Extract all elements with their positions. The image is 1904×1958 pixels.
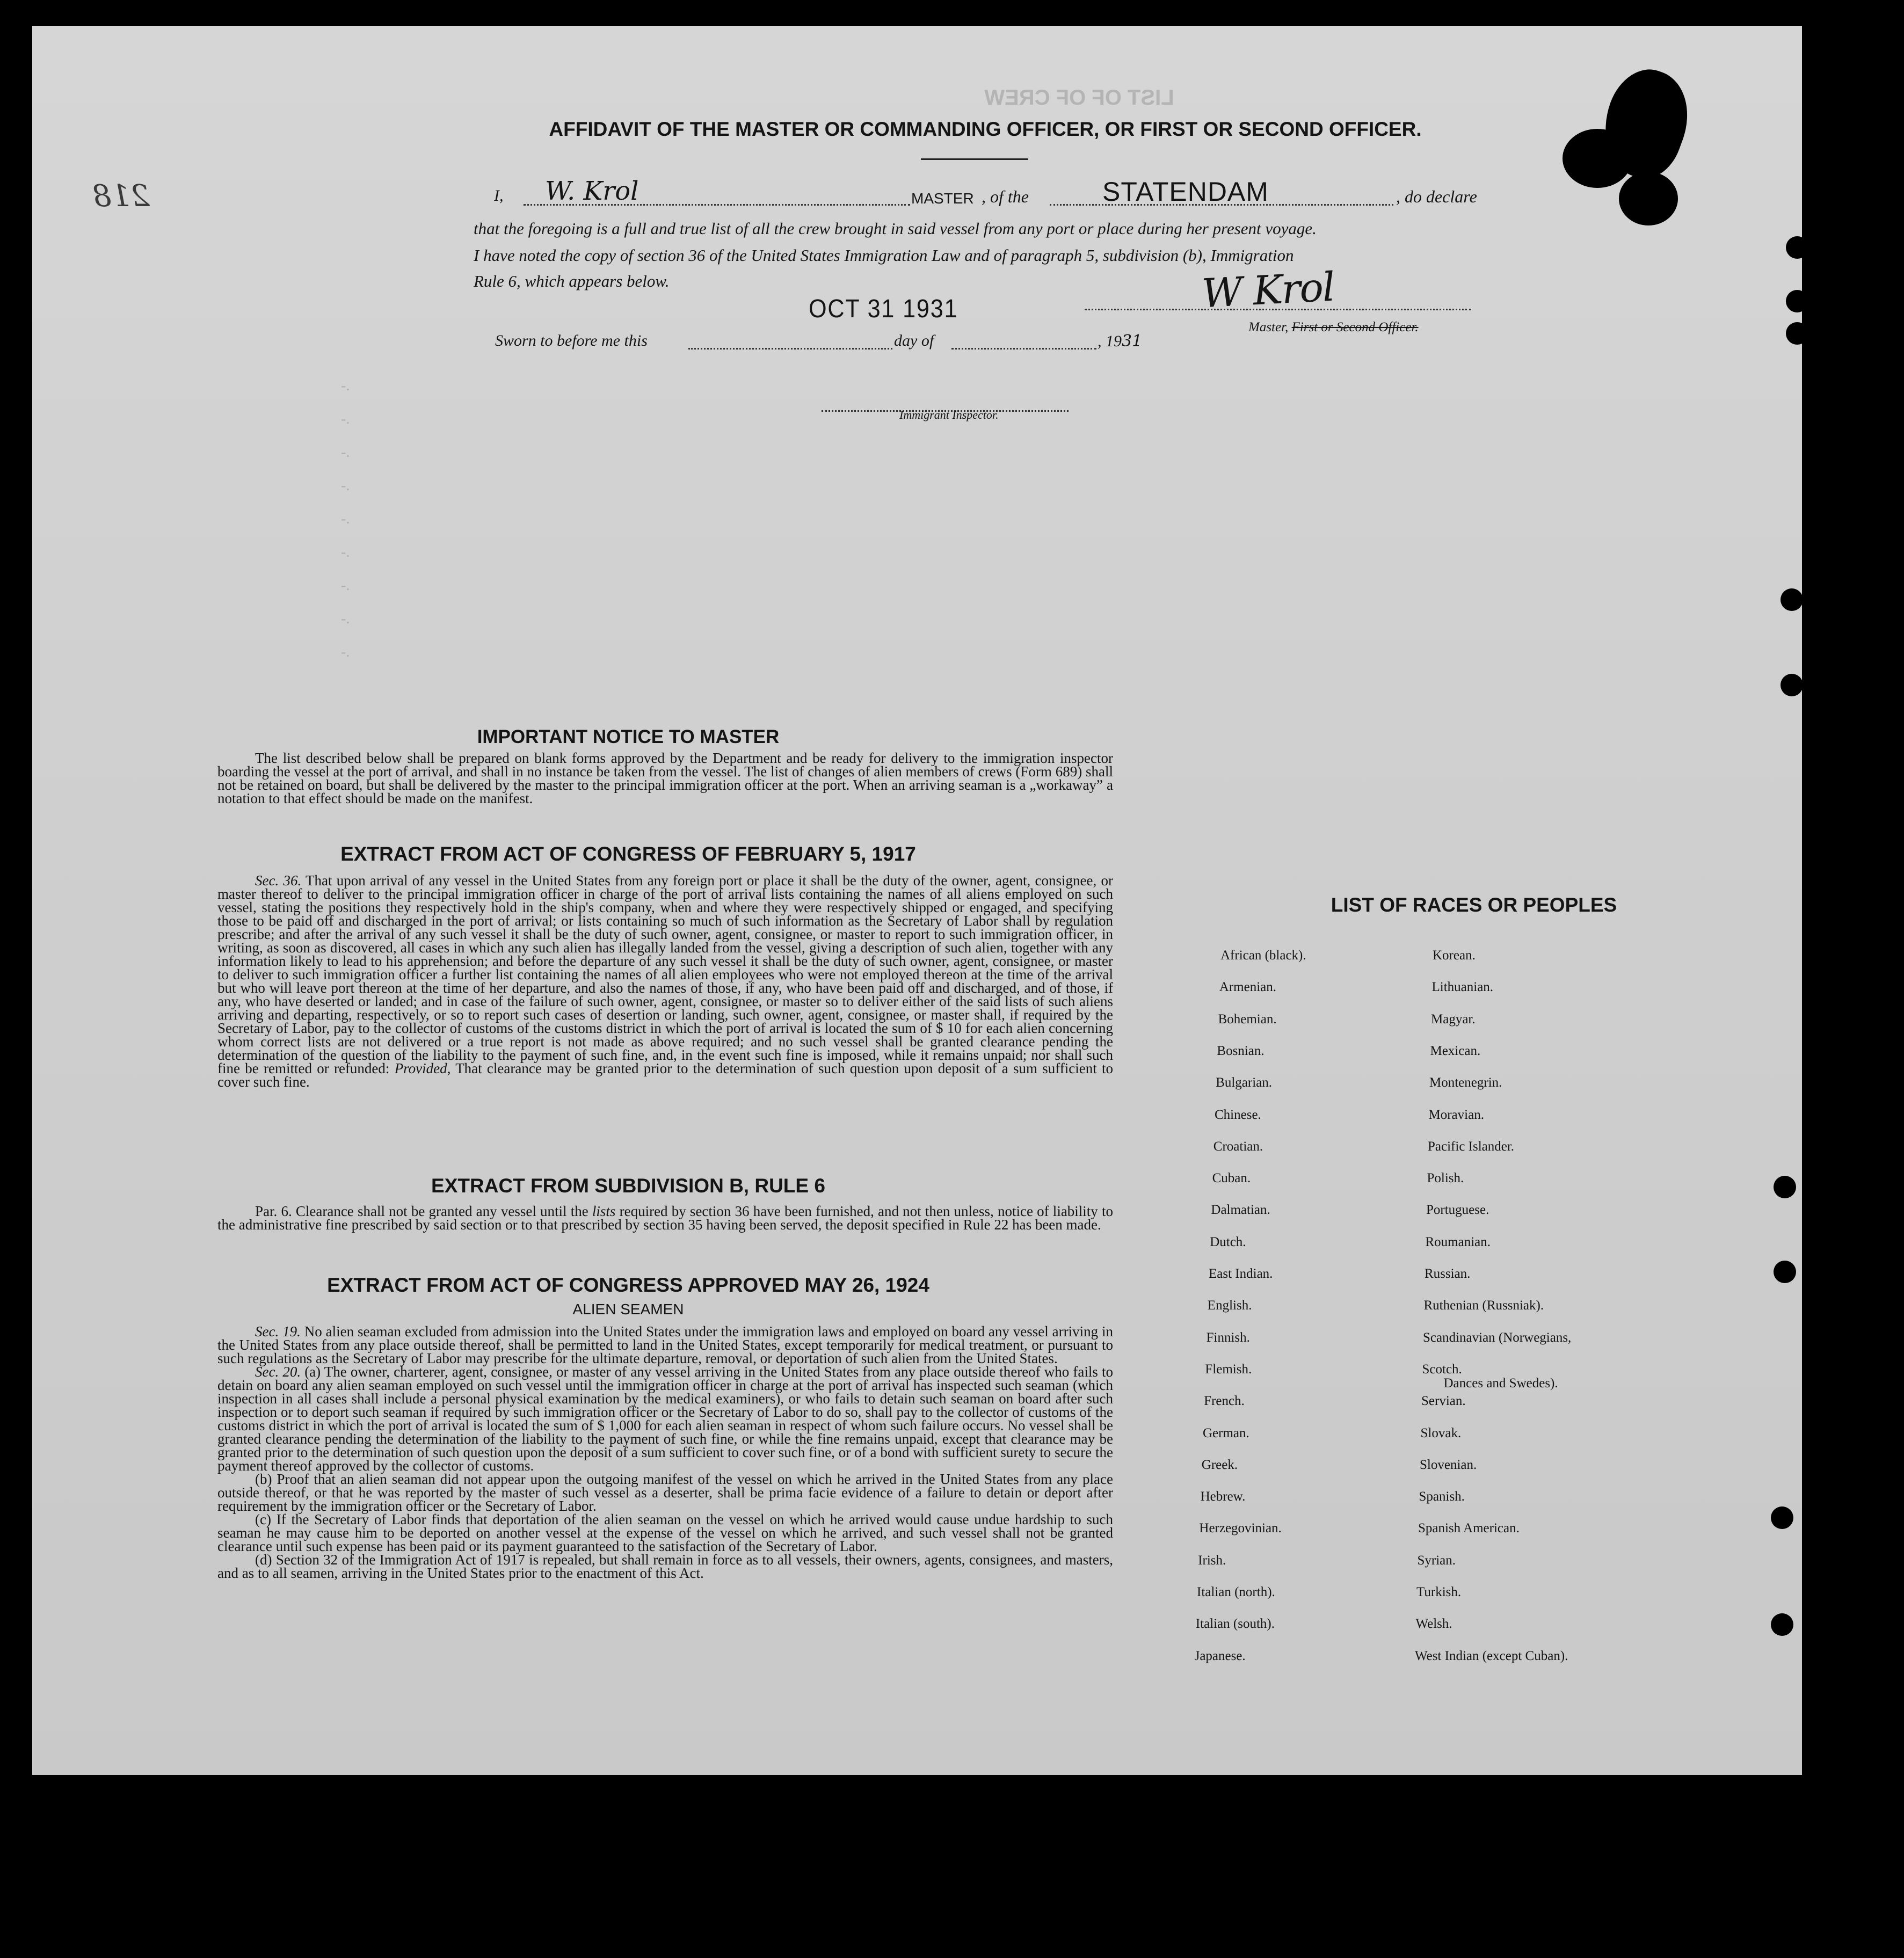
document-page [32,26,1802,1775]
punch-hole-6 [1774,1176,1796,1198]
race-right-item: Russian. [1425,1266,1471,1281]
sec-20a-body: (a) The owner, charterer, agent, consignee, or master of any vessel arriving in the United States from any place outside thereof who fails to detain on board any alien seaman employed on such vessel until the immigration officer in charge at the port of arrival has inspected such seaman (which inspection in all cases shall include a personal physical examination by the medical examiners), or who fails to detain such seaman on board after such inspection or to deport such seaman if required by such immigration officer or the Secretary of Labor to do so, shall pay to the collector of customs of the customs district in which the port of arrival is located the sum of $ 1,000 for each alien seaman in respect of whom such failure occurs. No vessel shall be granted clearance pending the determination of the liability to the payment of such fine, or while the fine remains unpaid, except that clearance may be granted prior to the determination of such question upon the deposit of a sum sufficient to cover such fine, or of a bond with sufficient surety to secure the payment thereof approved by the collector of customs. [217,1364,1113,1474]
i-label: I, [494,187,504,205]
punch-hole-2 [1786,290,1808,312]
signature-line [1085,309,1471,310]
extract-1924-heading: EXTRACT FROM ACT OF CONGRESS APPROVED MAY 26, 1924 [327,1274,929,1296]
punch-hole-3 [1786,322,1808,345]
inspector-label: Immigrant Inspector. [899,408,999,421]
sec-36-body: That upon arrival of any vessel in the United States from any foreign port or place it shall be the duty of the owner, agent, consignee, or master thereof to deliver to the principal immigration officer in charge of the port of arrival lists containing the names of all aliens employed on such vessel, stating the positions they respectively hold in the ship's company, when and where they were respectively shipped or engaged, and specifying those to be paid off and discharged in the port of arrival; or lists containing so much of such information as the Secretary of Labor shall by regulation prescribe; and after the arrival of any such vessel it shall be the duty of such owner, agent, consignee, or master to report to such immigration officer, in writing, as soon as discovered, all cases in which any such alien has illegally landed from the vessel, giving a description of such alien, together with any information likely to lead to his apprehension; and before the departure of any such vessel it shall be the duty of such owner, agent, consignee, or master to deliver to such immigration officer a further list containing the names of all alien employees who were not employed thereon at the time of the arrival but who will leave port thereon at the time of her departure, and also the names of those, if any, who have been paid off and discharged, and of those, if any, who have deserted or landed; and in case of the failure of such owner, agent, consignee, or master so to deliver either of the said lists of such aliens arriving and departing, respectively, or so to report such cases of desertion or landing, such owner, agent, consignee, or master shall, if required by the Secretary of Labor, pay to the collector of customs of the customs district in which the port of arrival is located the sum of $ 10 for each alien concerning whom correct lists are not delivered or a true report is not made as above required; and no such vessel shall be granted clearance pending the determination of the question of the liability to the payment of such fine, and, in the event such fine is imposed, while it remains unpaid; nor shall such fine be remitted or refunded: [217,872,1113,1076]
sec-20d-paragraph: (d) Section 32 of the Immigration Act of 1917 is repealed, but shall remain in force as to all vessels, their owners, agents, consignees, and masters, and as to all seamen, arriving in the United States prior to the enactment of this Act. [217,1552,1113,1581]
extract-rule6-text [217,1205,1113,1232]
vessel-name-field [1050,176,1393,206]
torn-corner-top-right-2 [1563,129,1632,188]
race-left-item: German. [1203,1425,1249,1440]
sec-36-end: That clearance may be granted prior to the determination of such question upon deposit of a sum sufficient to cover such fine. [217,1060,1114,1090]
ghost-marks: -. -. -. -. -. -. -. -. -. [341,377,350,660]
declaration-line-2: I have noted the copy of section 36 of the United States Immigration Law and of paragraph 5, subdivision (b), Immigration [474,246,1294,265]
race-left-item: French. [1204,1394,1245,1409]
race-right-item: Portuguese. [1426,1203,1489,1218]
rule6-text-a: Par. 6. Clearance shall not be granted any vessel until the [255,1203,588,1219]
race-left-item: Croatian. [1213,1139,1263,1154]
year-label [1098,332,1142,351]
sworn-day-field [688,326,892,350]
race-right-item: Slovenian. [1420,1457,1477,1472]
signer-title-struck: First or Second Officer. [1291,320,1419,334]
race-right-item: Ruthenian (Russniak). [1423,1298,1544,1313]
extract-1917-heading: EXTRACT FROM ACT OF CONGRESS OF FEBRUARY 5, 1917 [340,843,916,865]
extract-1917-text [217,874,1113,1089]
punch-hole-7 [1774,1261,1796,1283]
master-name-field [524,176,910,206]
race-right-item: Lithuanian. [1431,980,1494,995]
race-right-item: Welsh. [1415,1617,1452,1632]
sworn-label: Sworn to before me this [495,332,648,350]
sec-20c-paragraph: (c) If the Secretary of Labor finds that deportation of the alien seaman on the vessel on which he arrived would cause undue hardship to such seaman he may cause him to be deported on another vessel at the expense of the vessel on which he arrived, and such vessel shall not be granted clearance until such expense has been paid or its payment guaranteed to the satisfaction of the Secretary of Labor. [217,1511,1113,1554]
race-left-item: Italian (north). [1197,1585,1275,1599]
declaration-line-3: Rule 6, which appears below. [474,272,670,290]
date-stamp: OCT 31 1931 [809,295,958,323]
race-left-item: Finnish. [1206,1330,1250,1345]
important-notice-heading: IMPORTANT NOTICE TO MASTER [477,726,780,747]
torn-corner-top-right-3 [1619,172,1678,225]
race-right-item: Moravian. [1428,1107,1484,1122]
race-right-item: West Indian (except Cuban). [1415,1648,1568,1663]
race-left-item: Cuban. [1212,1171,1251,1186]
race-right-item: Turkish. [1416,1585,1462,1599]
punch-hole-5 [1781,674,1803,696]
race-right-item: Polish. [1427,1171,1464,1186]
punch-hole-9 [1771,1613,1793,1636]
affidavit-heading: AFFIDAVIT OF THE MASTER OR COMMANDING OFFICER, OR FIRST OR SECOND OFFICER. [549,118,1422,140]
race-left-item: Dalmatian. [1211,1203,1270,1218]
race-right-item: Mexican. [1430,1043,1481,1058]
alien-seamen-subheading: ALIEN SEAMEN [572,1301,684,1318]
race-right-item: Scotch. [1422,1362,1462,1377]
race-left-item: Flemish. [1205,1362,1252,1377]
race-left-item: Bohemian. [1218,1011,1277,1027]
race-right-item: Magyar. [1431,1011,1476,1027]
race-right-item: Korean. [1433,948,1476,963]
sec-19-paragraph [217,1325,1113,1365]
margin-page-number: 218 [92,179,150,214]
signer-title [1248,320,1419,335]
race-left-item: East Indian. [1209,1266,1273,1281]
race-right-item: Syrian. [1417,1553,1456,1568]
race-right-item: Slovak. [1420,1425,1462,1440]
race-left-item: Armenian. [1219,980,1277,995]
race-right-item: Scandinavian (Norwegians, [1423,1330,1572,1345]
race-left-item: Chinese. [1215,1107,1261,1122]
declaration-line-1: that the foregoing is a full and true list of all the crew brought in said vessel from any port or place during her present voyage. [474,219,1317,238]
of-the-label: , of the [982,187,1029,206]
race-left-item: Dutch. [1210,1234,1246,1249]
master-signature: W Krol [1200,264,1335,317]
race-right-item: Dances and Swedes). [1443,1375,1558,1391]
year-prefix: , 19 [1098,332,1122,350]
signer-title-master: Master, [1248,320,1289,334]
punch-hole-8 [1771,1506,1793,1529]
race-right-item: Servian. [1421,1394,1466,1409]
extract-rule6-heading: EXTRACT FROM SUBDIVISION B, RULE 6 [431,1175,825,1197]
race-left-item: African (black). [1220,948,1306,963]
race-left-item: Bosnian. [1217,1043,1265,1058]
day-of-label: day of [894,332,934,350]
race-right-item: Spanish. [1419,1489,1465,1504]
race-left-item: Herzegovinian. [1199,1521,1282,1536]
race-left-item: Greek. [1201,1457,1238,1472]
master-name-handwritten: W. Krol [545,176,639,206]
punch-hole-4 [1781,588,1803,611]
provided-label: Provided, [394,1060,451,1076]
sec-20-label: Sec. 20. [255,1364,301,1380]
master-label: MASTER [911,190,974,207]
sec-20a-paragraph [217,1365,1113,1473]
sec-19-body: No alien seaman excluded from admission into the United States under the immigration laws and employed on board any vessel arriving in the United States from any place outside thereof, shall be permitted to land in the United States, except temporarily for medical treatment, or pursuant to such regulations as the Secretary of Labor may prescribe for the ultimate departure, removal, or deportation of such alien from the United States. [217,1323,1113,1366]
race-right-item: Pacific Islander. [1428,1139,1515,1154]
race-left-item: Hebrew. [1200,1489,1246,1504]
race-left-item: Irish. [1198,1553,1226,1568]
rule6-lists-word: lists [592,1203,616,1219]
race-left-item: English. [1207,1298,1252,1313]
heading-rule [921,158,1028,160]
race-right-item: Spanish American. [1418,1521,1520,1536]
important-notice-text: The list described below shall be prepared on blank forms approved by the Department and be ready for delivery to the immigration inspector boarding the vessel at the port of arrival, and shall in no instance be taken from the vessel. The list of changes of alien members of crews (Form 689) shall not be retained on board, but shall be delivered by the master to the principal immigration officer at the port. When an arriving seaman is a „workaway” a notation to that effect should be made on the manifest. [217,750,1113,806]
race-left-item: Bulgarian. [1216,1075,1273,1090]
bleed-through-heading: LIST OF OF CREW [984,86,1174,110]
sec-36-label: Sec. 36. [255,872,302,889]
race-right-item: Roumanian. [1425,1234,1491,1249]
rule6-text-b: required by section 36 have been furnished, and not then unless, notice of liability to the administrative fine prescribed by said section or to that prescribed by section 35 having been served, the deposit specified in Rule 22 has been made. [217,1203,1113,1233]
vessel-name: STATENDAM [1102,177,1269,207]
punch-hole-1 [1786,236,1808,259]
do-declare-label: , do declare [1396,187,1477,206]
race-left-item: Japanese. [1194,1648,1246,1663]
sec-20b-paragraph: (b) Proof that an alien seaman did not appear upon the outgoing manifest of the vessel on which he arrived in the United States from any place outside thereof, or that he was reported by the master of such vessel as a deserter, shall be prima facie evidence of a failure to detain or deport after requirement by the immigration officer or the Secretary of Labor. [217,1471,1113,1514]
sworn-month-field [951,326,1096,350]
race-right-item: Montenegrin. [1429,1075,1502,1090]
year-digits: 31 [1122,332,1143,351]
race-left-item: Italian (south). [1195,1617,1275,1632]
sec-19-label: Sec. 19. [255,1323,301,1340]
races-heading: LIST OF RACES OR PEOPLES [1331,894,1617,916]
extract-1924-text [217,1325,1113,1580]
